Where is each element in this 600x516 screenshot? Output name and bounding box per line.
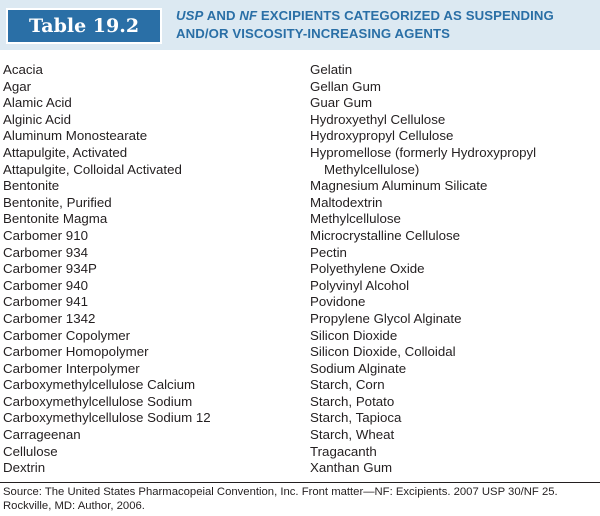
list-item: Carboxymethylcellulose Sodium	[3, 393, 193, 409]
list-item: Magnesium Aluminum Silicate	[310, 178, 488, 194]
list-item: Carbomer Interpolymer	[3, 360, 140, 376]
list-item: Carbomer 934	[3, 244, 88, 260]
list-item: Povidone	[310, 294, 366, 310]
table-header	[0, 0, 600, 50]
list-item: Bentonite Magma	[3, 211, 108, 227]
title-rest: EXCIPIENTS CATEGORIZED AS SUSPENDING AND/OR VISCOSITY-INCREASING AGENTS	[176, 8, 554, 41]
list-item: Microcrystalline Cellulose	[310, 227, 461, 243]
list-item: Sodium Alginate	[310, 360, 407, 376]
list-item: Silicon Dioxide, Colloidal	[310, 344, 456, 360]
list-item: Carbomer 940	[3, 277, 88, 293]
list-item: Guar Gum	[310, 95, 373, 111]
excipient-list-left	[3, 62, 211, 477]
list-item: Acacia	[3, 62, 43, 77]
list-item: Cellulose	[3, 443, 58, 459]
list-item: Starch, Potato	[310, 393, 395, 409]
list-item-continuation: Methylcellulose)	[324, 161, 420, 177]
list-item: Propylene Glycol Alginate	[310, 310, 462, 326]
list-item: Carbomer Homopolymer	[3, 344, 149, 360]
list-item: Agar	[3, 78, 32, 94]
list-item: Hydroxyethyl Cellulose	[310, 111, 446, 127]
list-item: Starch, Corn	[310, 377, 385, 393]
list-item: Aluminum Monostearate	[3, 128, 148, 144]
list-item: Silicon Dioxide	[310, 327, 398, 343]
list-item: Carbomer 1342	[3, 310, 96, 326]
list-item: Hypromellose (formerly Hydroxypropyl	[310, 144, 537, 160]
footer-divider	[0, 482, 600, 483]
list-item: Starch, Wheat	[310, 427, 395, 443]
list-item: Bentonite	[3, 178, 60, 194]
list-item: Carbomer 910	[3, 227, 88, 243]
list-item: Polyvinyl Alcohol	[310, 277, 410, 293]
title-nf: NF	[239, 8, 258, 23]
list-item: Attapulgite, Colloidal Activated	[3, 161, 182, 177]
list-item: Attapulgite, Activated	[3, 144, 128, 160]
list-item: Alamic Acid	[3, 95, 72, 111]
list-item: Maltodextrin	[310, 194, 383, 210]
list-item: Carrageenan	[3, 427, 81, 443]
list-item: Pectin	[310, 244, 347, 260]
list-item: Gellan Gum	[310, 78, 381, 94]
excipient-list-right	[310, 62, 536, 477]
title-and: AND	[203, 8, 240, 23]
list-item: Starch, Tapioca	[310, 410, 402, 426]
list-item: Carboxymethylcellulose Sodium 12	[3, 410, 211, 426]
list-item: Hydroxypropyl Cellulose	[310, 128, 454, 144]
list-item: Dextrin	[3, 460, 46, 476]
list-item: Polyethylene Oxide	[310, 261, 425, 277]
list-item: Carbomer 941	[3, 294, 88, 310]
list-item: Gelatin	[310, 62, 353, 77]
list-item: Xanthan Gum	[310, 460, 393, 476]
list-item: Carbomer 934P	[3, 261, 97, 277]
list-item: Methylcellulose	[310, 211, 401, 227]
source-note: Source: The United States Pharmacopeial Convention, Inc. Front matter—NF: Excipients. 2007 USP 30/NF 25. Rockville, MD: Author, 2006.	[3, 486, 558, 512]
list-item: Bentonite, Purified	[3, 194, 112, 210]
list-item: Carbomer Copolymer	[3, 327, 131, 343]
list-item: Carboxymethylcellulose Calcium	[3, 377, 196, 393]
list-item: Tragacanth	[310, 443, 377, 459]
list-item: Alginic Acid	[3, 111, 71, 127]
table-title	[176, 7, 596, 43]
title-usp: USP	[176, 8, 204, 23]
table-number-badge: Table 19.2	[6, 8, 162, 44]
